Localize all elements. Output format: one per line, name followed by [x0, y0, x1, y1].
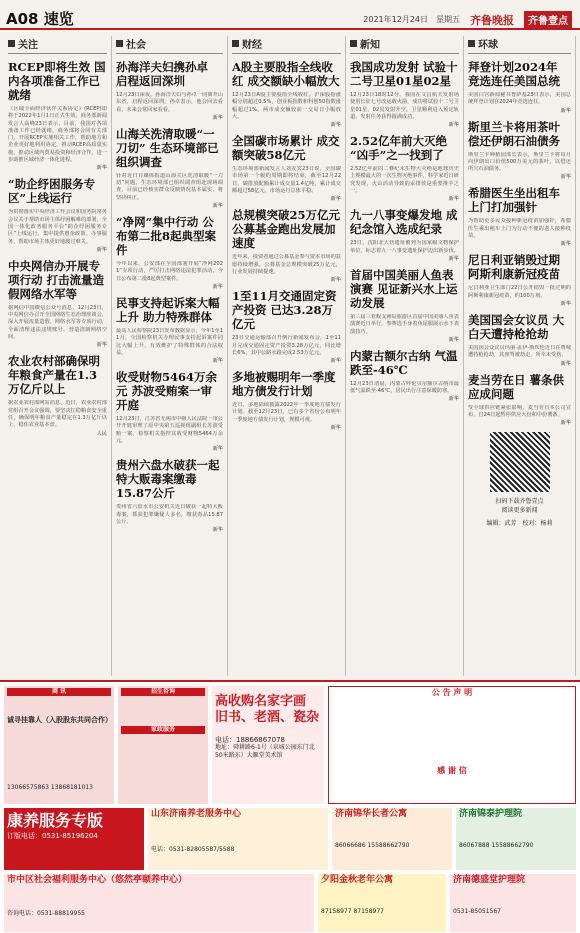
article[interactable]: [116, 458, 223, 533]
article[interactable]: [232, 208, 341, 283]
article-body: 斯里兰卡种植园部长表示，斯里兰卡将每月向伊朗出口价值500万美元的茶叶，以偿还所欠石油债务。: [468, 151, 571, 173]
article-author: 新华: [330, 425, 341, 432]
article-author: 新华: [212, 446, 223, 453]
article-title[interactable]: “助企纾困服务专区”上线运行: [8, 177, 96, 206]
article-title[interactable]: 内蒙古额尔古纳 气温跌至-46℃: [350, 348, 458, 377]
masthead: [363, 11, 572, 28]
article-title[interactable]: 2.52亿年前大灭绝 “凶手”之一找到了: [350, 134, 448, 163]
article-author: 新华: [212, 203, 223, 210]
ad-jintai: 济南锦泰护理院 86067888 15588662790: [456, 808, 576, 870]
ad-notices: 公 告 声 明 感 谢 信: [328, 686, 576, 804]
article-title[interactable]: 全国碳市场累计 成交额突破58亿元: [232, 134, 340, 163]
section-title: 社会: [116, 36, 223, 54]
article-title[interactable]: 我国成功发射 试验十二号卫星01星02星: [350, 60, 458, 88]
article-title[interactable]: 中央网信办开展专项行动 打击流量造假网络水军等: [8, 258, 105, 301]
article-body: 12月23日，江苏省无锡市中级人民法院一审公开开庭审理了原中央第五巡视组副组长苏波受贿一案。检察机关指控其收受财物5464万余元。: [116, 416, 223, 445]
article[interactable]: [8, 354, 107, 436]
article[interactable]: [232, 134, 341, 202]
article-body: 近年来，投资者通过公募基金参与资本市场的意愿持续增强，公募基金总规模突破25万亿元，行业发展持续提速。: [232, 254, 341, 275]
article-body: 12月23日清晨，内蒙古呼伦贝尔额尔古纳市最低气温跌至-46℃，居民出行注意保暖防寒。: [350, 380, 459, 395]
article-body: 美国白宫新闻秘书普萨基23日表示，美国总统拜登计划在2024年竞选连任。: [468, 92, 571, 106]
article[interactable]: [350, 349, 459, 403]
article-body: 据网信中国微信公众号消息，12月23日，中央网信办召开全国网络生态治理座谈会，深入开展流量造假、网络水军等专项行动，全面清理违法违规账号，营造清朗网络空间。: [8, 304, 107, 341]
column-1: [112, 36, 228, 676]
ad-welfare-center: 市中区社会福利服务中心（悠然亭颐养中心） 咨询电话：0531-88819955: [4, 874, 314, 932]
date: 2021年12月24日 星期五: [363, 15, 460, 24]
article-author: 新华: [448, 255, 459, 262]
ad-recruit: 招生咨询 家政服务: [118, 686, 208, 804]
article-author: 人民: [96, 430, 107, 437]
article-author: 新华: [330, 196, 341, 203]
article-author: 新华: [212, 358, 223, 365]
qr-sub: 阅读更多新闻: [501, 507, 538, 515]
article-body: 针对近日有媒体报道山海关区洗清取暖“一刀切”问题，生态环境部已组织调查组赴现场调查，目前已经核实群众反映情况基本属实，将坚决纠正。: [116, 172, 223, 201]
article-author: 新华: [330, 122, 341, 129]
article-body: 贵州省六盘水市公安机关近日破获一起特大贩毒案，抓获犯罪嫌疑人多名，缴获毒品15.87公斤。: [116, 504, 223, 525]
article-author: 新华: [560, 174, 571, 181]
editor-line: 编辑：武芳 校对：杨莉: [486, 520, 553, 528]
article-author: 新华: [448, 122, 459, 129]
section-title: 环球: [468, 36, 571, 54]
article[interactable]: [350, 208, 459, 262]
ad-kangyang: 康养服务专版 订版电话：0531-85196204: [4, 808, 144, 870]
article-title[interactable]: 山海关洗清取暖“一刀切” 生态环境部已组织调查: [116, 126, 219, 169]
article-author: 新华: [96, 165, 107, 172]
article-author: 新华: [560, 420, 571, 427]
article[interactable]: [8, 177, 107, 252]
section-title: 新知: [350, 36, 459, 54]
article[interactable]: [468, 313, 571, 367]
article[interactable]: [468, 253, 571, 307]
article[interactable]: [232, 60, 341, 128]
article[interactable]: [116, 370, 223, 452]
article[interactable]: [116, 215, 223, 290]
article[interactable]: [468, 373, 571, 427]
article-title[interactable]: 贵州六盘水破获一起 特大贩毒案缴毒15.87公斤: [116, 458, 220, 501]
article[interactable]: [8, 259, 107, 348]
article-author: 新华: [560, 107, 571, 114]
article[interactable]: [8, 60, 107, 171]
article[interactable]: [468, 186, 571, 247]
article-title[interactable]: 斯里兰卡将用茶叶 偿还伊朗石油债务: [468, 119, 560, 148]
section-square-icon: [232, 40, 239, 47]
article-author: 新华: [448, 396, 459, 403]
article-title[interactable]: 美国国会女议员 大白天遭持枪抢劫: [468, 312, 565, 341]
app-logo: 齐鲁壹点: [524, 11, 572, 28]
article-body: 23日交通运输部召开例行新闻发布会，1至11月完成交通固定资产投资3.28万亿元，同比增长6%，其中公路水路完成2.53万亿元。: [232, 335, 341, 356]
article-body: 2.52亿年前的二叠纪末生物大灭绝是地球历史上规模最大的一次生物灭绝事件，科学家近日研究发现，火山活动导致的汞排放是重要推手之一。: [350, 166, 459, 195]
article-author: 新华: [560, 300, 571, 307]
article-body: 12月23日深夜，孙海洋夫妇与孙卓一同离开山东省，启程返回深圳。孙卓表示，他会回去看看，未来会常回家看看。: [116, 92, 223, 113]
article-author: 新华: [560, 241, 571, 248]
qr-caption: 扫码下载齐鲁壹点: [495, 498, 544, 506]
article-title[interactable]: “净网”集中行动 公布第二批8起典型案件: [116, 215, 217, 258]
article-body: 12月23日18时12分，我国在文昌航天发射场使用长征七号改运载火箭，成功将试验十二号卫星01星、02星发射升空，卫星顺利进入预定轨道，发射任务获得圆满成功。: [350, 92, 459, 120]
article-title[interactable]: 总规模突破25万亿元 公募基金跑出发展加速度: [232, 208, 341, 251]
article[interactable]: [468, 120, 571, 181]
article-title[interactable]: 首届中国美丽人鱼表演赛 见证新兴水上运动发展: [350, 267, 458, 310]
article-author: 新华: [212, 283, 223, 290]
column-3: [346, 36, 464, 676]
article-body: 23日，沈阳北大营遗址被列为国家级文物保护单位，标志着九一八事变遗址保护迈出新步伐。: [350, 240, 459, 254]
article-title[interactable]: 收受财物5464万余元 苏波受贿案一审开庭: [116, 370, 218, 413]
article-author: 新华: [96, 342, 107, 349]
ad-hanyang: 济南德盛堂护理院 0531-85051567: [450, 874, 576, 932]
ad-commerce: 商 讯 诚寻挂靠人（入股股东共同合作） 13066575863 13868181013: [4, 686, 114, 804]
newspaper-logo: 齐鲁晚报: [470, 13, 514, 27]
article-title[interactable]: 农业农村部确保明年粮食产量在1.3万亿斤以上: [8, 354, 100, 397]
section-title: 关注: [8, 36, 107, 54]
section-square-icon: [468, 40, 475, 47]
article-title[interactable]: A股主要股指全线收红 成交额缺小幅放大: [232, 60, 340, 88]
section-title: 财经: [232, 36, 341, 54]
page-number: A08 速览: [6, 10, 74, 28]
article[interactable]: [350, 60, 459, 128]
qr-code-icon[interactable]: [490, 432, 550, 492]
article-author: 新华: [560, 360, 571, 367]
section-square-icon: [8, 40, 15, 47]
article-body: 第三届三亚蜈支洲岛旅游区首届中国美丽人鱼表演赛近日举行，参赛选手身着鱼尾服展示水下表演技巧。: [350, 313, 459, 335]
ad-pension: 山东济南养老服务中心 电话：0531-82805587/5588: [148, 808, 328, 870]
article-body: 据农业农村部网站消息，近日，农业农村部党组召开会议强调，要坚决扛稳粮食安全重任，确保明年粮食产量稳定在1.3万亿斤以上，稳住农业基本盘。: [8, 400, 107, 429]
page-header: [0, 0, 580, 30]
article-title[interactable]: RCEP即将生效 国内各项准备工作已就绪: [8, 60, 106, 102]
article-title[interactable]: 1至11月交通固定资产投资 已达3.28万亿元: [232, 289, 337, 332]
article-body: 受全球供应链紧张影响，麦当劳日本公司宣布，自24日起暂停供应大份和中份薯条。: [468, 404, 571, 418]
article-body: 为贯彻落实中央经济工作会议和国务院常务会议关于帮助市场主体纾困解难的部署，全国一体化政务服务平台“助企纾困服务专区”上线运行，集中提供惠企政策、办事服务，帮助市场主体更好地渡过难关。: [8, 209, 107, 245]
article-title[interactable]: 多地被赐明年一季度 地方债发行计划: [232, 370, 336, 399]
article-body: 今年以来，公安部在全国部署开展“净网2021”专项行动，严厉打击网络违法犯罪活动，今日公布第二批8起典型案件。: [116, 261, 223, 282]
article-author: 新华: [212, 527, 223, 534]
article-body: 《区域全面经济伙伴关系协定》(RCEP)即将于2022年1月1日正式生效。商务部新闻发言人高峰23日表示，目前，我国对各项准备工作已经就绪。商务部将会同有关部门，开展RCEP实施相关工作，帮助地方和企业更好地利用协定，推动RCEP高质量实施，推动区域内贸易投资和经济合作，进一步助推区域经济一体化进程。: [8, 106, 107, 164]
article-author: 新华: [448, 196, 459, 203]
article-author: 新华: [330, 277, 341, 284]
advertisement-area: [0, 680, 580, 933]
article-body: 近日，多地陆续披露2022年一季度地方债发行计划。截至12月23日，已有多个省份公布明年一季度地方债发行计划，规模可观。: [232, 402, 341, 423]
column-0: [4, 36, 112, 676]
article-author: 新华: [448, 336, 459, 343]
ad-jinhua: 济南锦华长者公寓 86066686 15588662790: [332, 808, 452, 870]
article-author: 新华: [96, 246, 107, 253]
article[interactable]: [350, 268, 459, 343]
article-title[interactable]: 九一八事变爆发地 成纪念馆入选成纪录: [350, 208, 458, 237]
article-body: 为帮助更多民众接种新冠疫苗加强针，希腊医生乘出租车上门为行动不便的老人接种疫苗。: [468, 218, 571, 240]
article[interactable]: [232, 289, 341, 364]
section-square-icon: [350, 40, 357, 47]
article-author: 新华: [330, 358, 341, 365]
article-title[interactable]: 尼日利亚销毁过期 阿斯利康新冠疫苗: [468, 253, 560, 282]
article-title[interactable]: 孙海洋夫妇携孙卓 启程返回深圳: [116, 60, 208, 88]
ad-collection: 高收购名家字画 旧书、老酒、瓷杂 电话：18866867078 地址：舜耕路6-1号（泉城公园东门北50米路东）大雁堂美术馆: [212, 686, 324, 804]
article-title[interactable]: 民事支持起诉案大幅上升 助力特殊群体: [116, 295, 220, 324]
article-body: 尼日利亚卫生部门22日公开销毁一批过期的阿斯利康新冠疫苗，约100万剂。: [468, 285, 571, 299]
column-4: [464, 36, 576, 676]
article-title[interactable]: 麦当劳在日 薯条供应成问题: [468, 372, 565, 401]
article-author: 新华: [212, 114, 223, 121]
article-title[interactable]: 希腊医生坐出租车 上门打加强针: [468, 186, 560, 215]
article[interactable]: [116, 296, 223, 364]
article-body: 美国国会众议员玛丽·盖伊·斯坎伦近日在费城遭持枪抢劫，其座驾被劫走，所幸未受伤。: [468, 344, 571, 359]
ad-xiyang: 夕阳金秋老年公寓 87158977 87158977: [318, 874, 446, 932]
section-square-icon: [116, 40, 123, 47]
article[interactable]: [232, 370, 341, 431]
article-title[interactable]: 拜登计划2024年 竞选连任美国总统: [468, 60, 560, 88]
article[interactable]: [468, 60, 571, 114]
article[interactable]: [350, 134, 459, 202]
article-body: 生态环境部新闻发言人刘友宾23日说，全国碳市场第一个履约周期即将结束，截至12月22日，碳排放配额累计成交量1.4亿吨，累计成交额超过58亿元，市场运行总体平稳。: [232, 166, 341, 195]
article-body: 12月23日A股主要股指全线收红。沪深股指涨幅分别超过0.5%，创业板指数和科创50指数涨幅超过1%。两市成交额较前一交易日小幅放大。: [232, 92, 341, 120]
article[interactable]: [116, 60, 223, 121]
article[interactable]: [116, 127, 223, 209]
article-body: 最高人民检察院23日发布数据显示，今年1至11月，全国检察机关办理民事支持起诉案件同比大幅上升，有效维护了特殊群体的合法权益。: [116, 327, 223, 356]
column-2: [228, 36, 346, 676]
